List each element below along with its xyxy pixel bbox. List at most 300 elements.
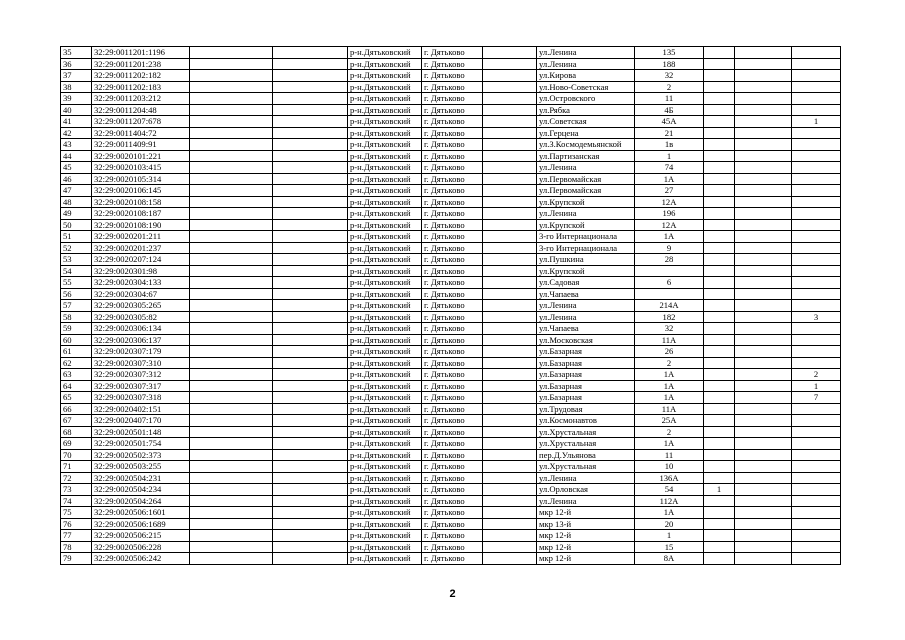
blank-cell xyxy=(190,403,273,415)
extra-cell xyxy=(735,311,792,323)
cadastral-number-cell: 32:29:0020306:134 xyxy=(92,323,190,335)
extra-count-cell xyxy=(792,196,841,208)
extra-count-cell: 7 xyxy=(792,392,841,404)
blank-cell xyxy=(483,288,537,300)
city-cell: г. Дятьково xyxy=(422,472,483,484)
extra-count-cell xyxy=(704,219,735,231)
row-number-cell: 60 xyxy=(61,334,92,346)
row-number-cell: 43 xyxy=(61,139,92,151)
row-number-cell: 71 xyxy=(61,461,92,473)
house-number-cell: 8А xyxy=(635,553,704,565)
cadastral-number-cell: 32:29:0020501:754 xyxy=(92,438,190,450)
city-cell: г. Дятьково xyxy=(422,507,483,519)
blank-cell xyxy=(190,300,273,312)
city-cell: г. Дятьково xyxy=(422,288,483,300)
table-row xyxy=(61,93,841,105)
blank-cell xyxy=(190,173,273,185)
house-number-cell: 11А xyxy=(635,334,704,346)
street-cell: ул.Базарная xyxy=(537,346,635,358)
cadastral-number-cell: 32:29:0020307:312 xyxy=(92,369,190,381)
extra-cell xyxy=(735,507,792,519)
extra-count-cell xyxy=(704,196,735,208)
cadastral-number-cell: 32:29:0020506:242 xyxy=(92,553,190,565)
house-number-cell: 27 xyxy=(635,185,704,197)
blank-cell xyxy=(483,265,537,277)
street-cell: ул.Базарная xyxy=(537,392,635,404)
extra-cell xyxy=(735,461,792,473)
blank-cell xyxy=(483,357,537,369)
table-row xyxy=(61,208,841,220)
blank-cell xyxy=(483,311,537,323)
district-cell: р-н.Дятьковский xyxy=(348,93,422,105)
blank-cell xyxy=(483,495,537,507)
district-cell: р-н.Дятьковский xyxy=(348,196,422,208)
extra-cell xyxy=(735,392,792,404)
street-cell: ул.Ленина xyxy=(537,311,635,323)
cadastral-number-cell: 32:29:0020304:133 xyxy=(92,277,190,289)
extra-cell xyxy=(735,438,792,450)
street-cell: ул.Первомайская xyxy=(537,185,635,197)
house-number-cell: 4Б xyxy=(635,104,704,116)
blank-cell xyxy=(483,242,537,254)
district-cell: р-н.Дятьковский xyxy=(348,231,422,243)
district-cell: р-н.Дятьковский xyxy=(348,150,422,162)
blank-cell xyxy=(273,139,348,151)
extra-count-cell xyxy=(704,403,735,415)
house-number-cell: 2 xyxy=(635,357,704,369)
blank-cell xyxy=(483,231,537,243)
city-cell: г. Дятьково xyxy=(422,346,483,358)
city-cell: г. Дятьково xyxy=(422,541,483,553)
table-row xyxy=(61,334,841,346)
cadastral-number-cell: 32:29:0020305:82 xyxy=(92,311,190,323)
blank-cell xyxy=(190,334,273,346)
district-cell: р-н.Дятьковский xyxy=(348,116,422,128)
district-cell: р-н.Дятьковский xyxy=(348,438,422,450)
street-cell: ул.Ново-Советская xyxy=(537,81,635,93)
table-row xyxy=(61,369,841,381)
blank-cell xyxy=(190,426,273,438)
extra-cell xyxy=(735,277,792,289)
house-number-cell: 11А xyxy=(635,403,704,415)
district-cell: р-н.Дятьковский xyxy=(348,541,422,553)
blank-cell xyxy=(483,58,537,70)
extra-cell xyxy=(735,265,792,277)
extra-count-cell xyxy=(704,380,735,392)
extra-cell xyxy=(735,208,792,220)
district-cell: р-н.Дятьковский xyxy=(348,208,422,220)
extra-cell xyxy=(735,70,792,82)
blank-cell xyxy=(273,426,348,438)
blank-cell xyxy=(190,449,273,461)
blank-cell xyxy=(273,208,348,220)
district-cell: р-н.Дятьковский xyxy=(348,472,422,484)
street-cell: мкр 12-й xyxy=(537,507,635,519)
house-number-cell: 1А xyxy=(635,438,704,450)
row-number-cell: 64 xyxy=(61,380,92,392)
cadastral-number-cell: 32:29:0020506:228 xyxy=(92,541,190,553)
city-cell: г. Дятьково xyxy=(422,277,483,289)
city-cell: г. Дятьково xyxy=(422,116,483,128)
row-number-cell: 65 xyxy=(61,392,92,404)
cadastral-number-cell: 32:29:0020307:310 xyxy=(92,357,190,369)
cadastral-number-cell: 32:29:0020106:145 xyxy=(92,185,190,197)
blank-cell xyxy=(483,553,537,565)
city-cell: г. Дятьково xyxy=(422,311,483,323)
city-cell: г. Дятьково xyxy=(422,300,483,312)
blank-cell xyxy=(273,93,348,105)
cadastral-number-cell: 32:29:0020504:231 xyxy=(92,472,190,484)
row-number-cell: 69 xyxy=(61,438,92,450)
street-cell: ул.Базарная xyxy=(537,380,635,392)
street-cell: ул.Ленина xyxy=(537,495,635,507)
extra-cell xyxy=(735,484,792,496)
district-cell: р-н.Дятьковский xyxy=(348,127,422,139)
cadastral-number-cell: 32:29:0020307:317 xyxy=(92,380,190,392)
blank-cell xyxy=(190,185,273,197)
district-cell: р-н.Дятьковский xyxy=(348,392,422,404)
extra-cell xyxy=(735,553,792,565)
extra-cell xyxy=(735,346,792,358)
cadastral-number-cell: 32:29:0020105:314 xyxy=(92,173,190,185)
blank-cell xyxy=(483,162,537,174)
table-row xyxy=(61,472,841,484)
street-cell: ул.Чапаева xyxy=(537,323,635,335)
district-cell: р-н.Дятьковский xyxy=(348,185,422,197)
cadastral-number-cell: 32:29:0020506:1689 xyxy=(92,518,190,530)
blank-cell xyxy=(483,70,537,82)
house-number-cell: 26 xyxy=(635,346,704,358)
blank-cell xyxy=(190,231,273,243)
city-cell: г. Дятьково xyxy=(422,449,483,461)
blank-cell xyxy=(190,346,273,358)
cadastral-number-cell: 32:29:0020506:215 xyxy=(92,530,190,542)
district-cell: р-н.Дятьковский xyxy=(348,426,422,438)
table-row xyxy=(61,300,841,312)
cadastral-number-cell: 32:29:0011409:91 xyxy=(92,139,190,151)
city-cell: г. Дятьково xyxy=(422,58,483,70)
extra-count-cell xyxy=(704,254,735,266)
table-row xyxy=(61,346,841,358)
blank-cell xyxy=(190,461,273,473)
table-row xyxy=(61,461,841,473)
blank-cell xyxy=(273,219,348,231)
blank-cell xyxy=(483,116,537,128)
city-cell: г. Дятьково xyxy=(422,139,483,151)
blank-cell xyxy=(190,116,273,128)
row-number-cell: 72 xyxy=(61,472,92,484)
blank-cell xyxy=(483,403,537,415)
blank-cell xyxy=(273,288,348,300)
house-number-cell: 74 xyxy=(635,162,704,174)
table-row xyxy=(61,438,841,450)
blank-cell xyxy=(190,93,273,105)
extra-count-cell xyxy=(792,277,841,289)
extra-count-cell xyxy=(792,150,841,162)
house-number-cell: 1в xyxy=(635,139,704,151)
city-cell: г. Дятьково xyxy=(422,254,483,266)
blank-cell xyxy=(190,277,273,289)
extra-count-cell xyxy=(792,58,841,70)
city-cell: г. Дятьково xyxy=(422,495,483,507)
blank-cell xyxy=(273,173,348,185)
blank-cell xyxy=(483,323,537,335)
house-number-cell: 1А xyxy=(635,392,704,404)
street-cell: ул.Крупской xyxy=(537,219,635,231)
city-cell: г. Дятьково xyxy=(422,219,483,231)
city-cell: г. Дятьково xyxy=(422,553,483,565)
cadastral-number-cell: 32:29:0020306:137 xyxy=(92,334,190,346)
house-number-cell: 2 xyxy=(635,81,704,93)
district-cell: р-н.Дятьковский xyxy=(348,553,422,565)
blank-cell xyxy=(483,369,537,381)
blank-cell xyxy=(483,518,537,530)
street-cell: ул.Базарная xyxy=(537,357,635,369)
house-number-cell: 188 xyxy=(635,58,704,70)
table-row xyxy=(61,277,841,289)
blank-cell xyxy=(483,380,537,392)
row-number-cell: 77 xyxy=(61,530,92,542)
cadastral-number-cell: 32:29:0011202:182 xyxy=(92,70,190,82)
extra-cell xyxy=(735,380,792,392)
extra-count-cell xyxy=(792,484,841,496)
cadastral-number-cell: 32:29:0020504:234 xyxy=(92,484,190,496)
table-row xyxy=(61,231,841,243)
blank-cell xyxy=(273,346,348,358)
street-cell: ул.З.Космодемьянской xyxy=(537,139,635,151)
house-number-cell xyxy=(635,265,704,277)
blank-cell xyxy=(483,219,537,231)
blank-cell xyxy=(273,242,348,254)
table-row xyxy=(61,219,841,231)
district-cell: р-н.Дятьковский xyxy=(348,311,422,323)
table-row xyxy=(61,162,841,174)
city-cell: г. Дятьково xyxy=(422,150,483,162)
row-number-cell: 58 xyxy=(61,311,92,323)
row-number-cell: 49 xyxy=(61,208,92,220)
table-row xyxy=(61,196,841,208)
cadastral-number-cell: 32:29:0020101:221 xyxy=(92,150,190,162)
blank-cell xyxy=(190,530,273,542)
extra-count-cell xyxy=(792,185,841,197)
extra-count-cell xyxy=(792,47,841,59)
blank-cell xyxy=(190,127,273,139)
blank-cell xyxy=(273,507,348,519)
district-cell: р-н.Дятьковский xyxy=(348,449,422,461)
table-row xyxy=(61,449,841,461)
cadastral-number-cell: 32:29:0020201:211 xyxy=(92,231,190,243)
house-number-cell: 1 xyxy=(635,530,704,542)
blank-cell xyxy=(273,254,348,266)
blank-cell xyxy=(190,104,273,116)
extra-cell xyxy=(735,323,792,335)
city-cell: г. Дятьково xyxy=(422,484,483,496)
row-number-cell: 55 xyxy=(61,277,92,289)
blank-cell xyxy=(190,242,273,254)
extra-count-cell: 3 xyxy=(792,311,841,323)
city-cell: г. Дятьково xyxy=(422,334,483,346)
district-cell: р-н.Дятьковский xyxy=(348,58,422,70)
district-cell: р-н.Дятьковский xyxy=(348,242,422,254)
extra-count-cell xyxy=(704,93,735,105)
extra-count-cell xyxy=(792,219,841,231)
cadastral-number-cell: 32:29:0011201:1196 xyxy=(92,47,190,59)
blank-cell xyxy=(483,173,537,185)
extra-cell xyxy=(735,81,792,93)
extra-cell xyxy=(735,415,792,427)
street-cell: ул.Ленина xyxy=(537,47,635,59)
extra-count-cell xyxy=(704,472,735,484)
cadastral-number-cell: 32:29:0020207:124 xyxy=(92,254,190,266)
street-cell: ул.Первомайская xyxy=(537,173,635,185)
district-cell: р-н.Дятьковский xyxy=(348,334,422,346)
street-cell: ул.Ленина xyxy=(537,300,635,312)
blank-cell xyxy=(273,449,348,461)
cadastral-number-cell: 32:29:0020504:264 xyxy=(92,495,190,507)
row-number-cell: 74 xyxy=(61,495,92,507)
district-cell: р-н.Дятьковский xyxy=(348,173,422,185)
cadastral-number-cell: 32:29:0020407:170 xyxy=(92,415,190,427)
table-row xyxy=(61,380,841,392)
blank-cell xyxy=(273,472,348,484)
extra-cell xyxy=(735,242,792,254)
extra-count-cell xyxy=(792,472,841,484)
row-number-cell: 38 xyxy=(61,81,92,93)
house-number-cell: 1А xyxy=(635,173,704,185)
table-row xyxy=(61,185,841,197)
city-cell: г. Дятьково xyxy=(422,426,483,438)
street-cell: ул.Ленина xyxy=(537,208,635,220)
extra-count-cell xyxy=(792,81,841,93)
district-cell: р-н.Дятьковский xyxy=(348,323,422,335)
extra-count-cell xyxy=(704,553,735,565)
cadastral-number-cell: 32:29:0020501:148 xyxy=(92,426,190,438)
row-number-cell: 75 xyxy=(61,507,92,519)
extra-count-cell xyxy=(704,507,735,519)
extra-count-cell xyxy=(792,323,841,335)
table-row xyxy=(61,323,841,335)
district-cell: р-н.Дятьковский xyxy=(348,518,422,530)
row-number-cell: 67 xyxy=(61,415,92,427)
extra-count-cell xyxy=(792,265,841,277)
table-row xyxy=(61,139,841,151)
house-number-cell: 135 xyxy=(635,47,704,59)
extra-count-cell xyxy=(704,426,735,438)
extra-count-cell xyxy=(704,449,735,461)
table-row xyxy=(61,507,841,519)
table-row xyxy=(61,553,841,565)
row-number-cell: 41 xyxy=(61,116,92,128)
blank-cell xyxy=(190,507,273,519)
blank-cell xyxy=(483,438,537,450)
blank-cell xyxy=(190,81,273,93)
extra-count-cell xyxy=(792,231,841,243)
blank-cell xyxy=(483,507,537,519)
extra-cell xyxy=(735,254,792,266)
blank-cell xyxy=(190,70,273,82)
blank-cell xyxy=(190,265,273,277)
extra-count-cell xyxy=(704,530,735,542)
street-cell: ул.Островского xyxy=(537,93,635,105)
extra-count-cell xyxy=(704,334,735,346)
cadastral-number-cell: 32:29:0020502:373 xyxy=(92,449,190,461)
table-row xyxy=(61,254,841,266)
extra-cell xyxy=(735,357,792,369)
district-cell: р-н.Дятьковский xyxy=(348,461,422,473)
city-cell: г. Дятьково xyxy=(422,196,483,208)
street-cell: ул.Ленина xyxy=(537,58,635,70)
extra-count-cell xyxy=(792,553,841,565)
blank-cell xyxy=(190,139,273,151)
extra-count-cell xyxy=(704,541,735,553)
row-number-cell: 53 xyxy=(61,254,92,266)
extra-count-cell: 1 xyxy=(792,116,841,128)
street-cell: ул.Крупской xyxy=(537,196,635,208)
blank-cell xyxy=(273,150,348,162)
extra-cell xyxy=(735,426,792,438)
row-number-cell: 79 xyxy=(61,553,92,565)
table-row xyxy=(61,403,841,415)
extra-count-cell xyxy=(704,300,735,312)
extra-cell xyxy=(735,449,792,461)
extra-cell xyxy=(735,185,792,197)
cadastral-number-cell: 32:29:0020503:255 xyxy=(92,461,190,473)
blank-cell xyxy=(483,415,537,427)
cadastral-number-cell: 32:29:0020402:151 xyxy=(92,403,190,415)
extra-count-cell xyxy=(704,277,735,289)
house-number-cell: 15 xyxy=(635,541,704,553)
street-cell: ул.Ленина xyxy=(537,472,635,484)
table-row xyxy=(61,81,841,93)
blank-cell xyxy=(273,127,348,139)
blank-cell xyxy=(190,47,273,59)
extra-cell xyxy=(735,495,792,507)
city-cell: г. Дятьково xyxy=(422,185,483,197)
cadastral-number-cell: 32:29:0020301:98 xyxy=(92,265,190,277)
blank-cell xyxy=(483,150,537,162)
district-cell: р-н.Дятьковский xyxy=(348,530,422,542)
city-cell: г. Дятьково xyxy=(422,323,483,335)
blank-cell xyxy=(483,127,537,139)
district-cell: р-н.Дятьковский xyxy=(348,507,422,519)
city-cell: г. Дятьково xyxy=(422,380,483,392)
blank-cell xyxy=(483,47,537,59)
extra-count-cell xyxy=(792,104,841,116)
blank-cell xyxy=(483,185,537,197)
blank-cell xyxy=(483,346,537,358)
blank-cell xyxy=(483,426,537,438)
city-cell: г. Дятьково xyxy=(422,162,483,174)
house-number-cell: 1А xyxy=(635,231,704,243)
blank-cell xyxy=(273,104,348,116)
blank-cell xyxy=(273,58,348,70)
district-cell: р-н.Дятьковский xyxy=(348,70,422,82)
extra-cell xyxy=(735,530,792,542)
blank-cell xyxy=(483,484,537,496)
table-row xyxy=(61,311,841,323)
extra-count-cell xyxy=(704,70,735,82)
blank-cell xyxy=(483,81,537,93)
extra-cell xyxy=(735,139,792,151)
extra-count-cell xyxy=(792,288,841,300)
table-row xyxy=(61,392,841,404)
table-row xyxy=(61,58,841,70)
blank-cell xyxy=(190,311,273,323)
house-number-cell: 54 xyxy=(635,484,704,496)
blank-cell xyxy=(483,93,537,105)
street-cell: ул.Крупской xyxy=(537,265,635,277)
blank-cell xyxy=(273,380,348,392)
